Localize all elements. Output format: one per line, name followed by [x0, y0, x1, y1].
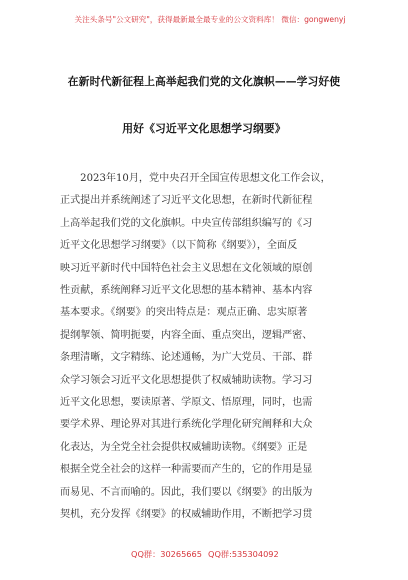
body-line: 映习近平新时代中国特色社会主义思想在文化领域的原创 — [60, 262, 313, 274]
footer-qq-group-2: QQ群:535304092 — [208, 549, 279, 559]
body-line: 要学术界、理论界对其进行系统化学理化研究阐释和大众 — [60, 419, 313, 431]
document-title-line-2: 用好《习近平文化思想学习纲要》 — [122, 122, 286, 135]
document-body — [60, 168, 348, 527]
body-line: 提纲挈领、简明扼要，内容全面、重点突出，逻辑严密、 — [60, 329, 313, 341]
body-line: 2023年10月，党中央召开全国宣传思想文化工作会议， — [60, 173, 331, 184]
body-line: 正式提出并系统阐述了习近平文化思想，在新时代新征程 — [60, 195, 313, 207]
footer-qq-group-1: QQ群：30265665 — [131, 549, 202, 559]
body-line: 契机，充分发挥《纲要》的权威辅助作用，不断把学习贯 — [60, 509, 313, 521]
document-title-line-1: 在新时代新征程上高举起我们党的文化旗帜——学习好使 — [67, 75, 341, 88]
body-line: 近平文化思想，要读原著、学原文、悟原理，同时，也需 — [60, 397, 313, 409]
body-line: 上高举起我们党的文化旗帜。中央宣传部组织编写的《习 — [60, 217, 313, 229]
body-line: 根据全党全社会的这样一种需要而产生的，它的作用是显 — [60, 464, 313, 476]
body-line: 性贡献，系统阐释习近平文化思想的基本精神、基本内容 — [60, 285, 313, 297]
body-line: 而易见、不言而喻的。因此，我们要以《纲要》的出版为 — [60, 486, 313, 498]
body-line: 化表达，为全党全社会提供权威辅助读物。《纲要》正是 — [60, 441, 308, 453]
header-notice: 关注头条号"公文研究"，获得最新最全最专业的公文资料库！ 微信：gongwenyj — [74, 15, 346, 24]
body-line: 近平文化思想学习纲要》（以下简称《纲要》），全面反 — [60, 240, 298, 252]
body-line: 众学习领会习近平文化思想提供了权威辅助读物。学习习 — [60, 374, 313, 386]
body-line: 基本要求。《纲要》的突出特点是：观点正确、忠实原著 — [60, 307, 308, 319]
body-line: 条理清晰，文字精练、论述通畅，为广大党员、干部、群 — [60, 352, 313, 364]
